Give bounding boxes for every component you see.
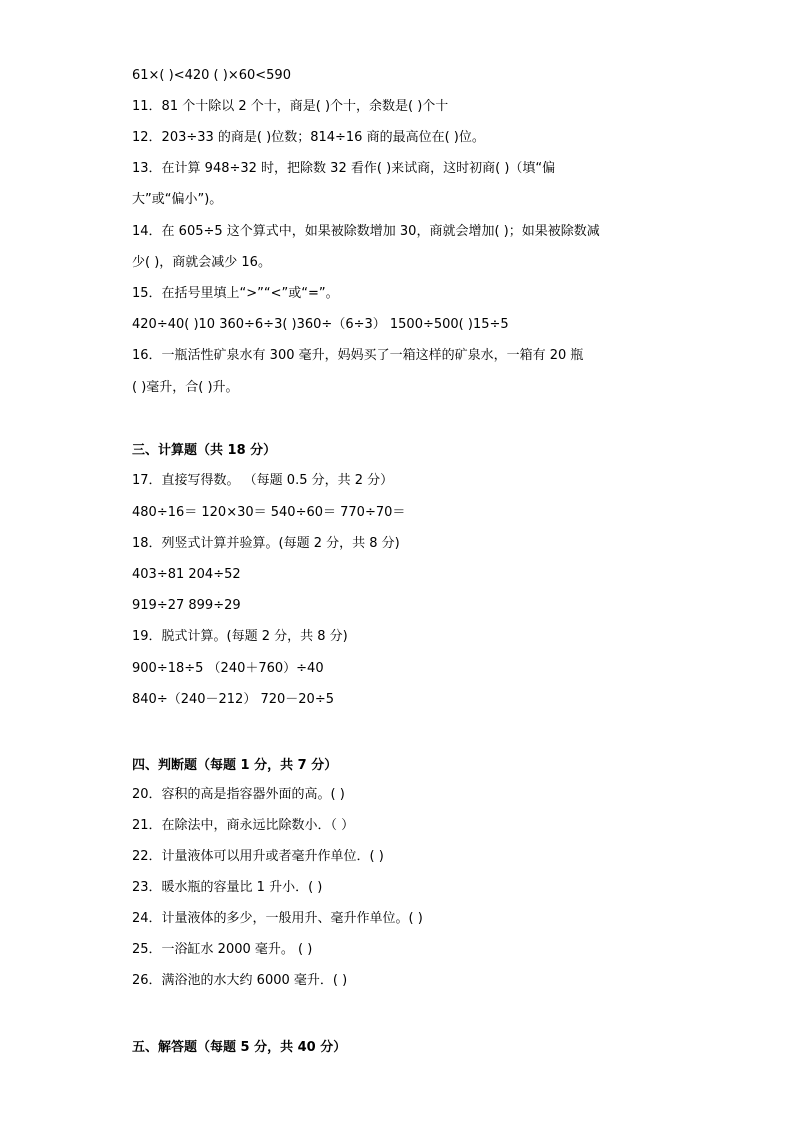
question-24: 24．计量液体的多少，一般用升、毫升作单位。( ) xyxy=(132,911,423,926)
question-19-row-1: 900÷18÷5 （240＋760）÷40 xyxy=(132,661,324,676)
question-19: 19．脱式计算。(每题 2 分，共 8 分) xyxy=(132,629,348,644)
question-13-continued: 大”或“偏小”)。 xyxy=(132,192,223,207)
question-26: 26．满浴池的水大约 6000 毫升．( ) xyxy=(132,973,348,988)
question-18: 18．列竖式计算并验算。(每题 2 分，共 8 分) xyxy=(132,536,400,551)
question-11: 11．81 个十除以 2 个十，商是( )个十，余数是( )个十 xyxy=(132,99,449,114)
question-23: 23．暖水瓶的容量比 1 升小．( ) xyxy=(132,880,323,895)
question-22: 22．计量液体可以用升或者毫升作单位．( ) xyxy=(132,849,384,864)
question-15: 15．在括号里填上“>”“<”或“=”。 xyxy=(132,286,339,301)
question-15-items: 420÷40( )10 360÷6÷3( )360÷（6÷3） 1500÷500( )15÷5 xyxy=(132,317,509,332)
question-12: 12．203÷33 的商是( )位数；814÷16 商的最高位在( )位。 xyxy=(132,130,485,145)
fill-line-inequality: 61×( )<420 ( )×60<590 xyxy=(132,68,291,83)
question-13: 13．在计算 948÷32 时，把除数 32 看作( )来试商，这时初商( )（填“偏 xyxy=(132,161,556,176)
question-16: 16．一瓶活性矿泉水有 300 毫升，妈妈买了一箱这样的矿泉水，一箱有 20 瓶 xyxy=(132,348,584,363)
question-20: 20．容积的高是指容器外面的高。( ) xyxy=(132,787,345,802)
question-21: 21．在除法中，商永远比除数小．（ ） xyxy=(132,818,355,833)
question-16-continued: ( )毫升，合( )升。 xyxy=(132,380,239,395)
section-4-heading: 四、判断题（每题 1 分，共 7 分） xyxy=(132,758,338,773)
section-3-heading: 三、计算题（共 18 分） xyxy=(132,443,277,458)
question-17-items: 480÷16＝ 120×30＝ 540÷60＝ 770÷70＝ xyxy=(132,505,406,520)
question-17: 17．直接写得数。 （每题 0.5 分，共 2 分） xyxy=(132,473,394,488)
question-14-continued: 少( )，商就会减少 16。 xyxy=(132,255,271,270)
question-18-row-2: 919÷27 899÷29 xyxy=(132,598,241,613)
question-25: 25．一浴缸水 2000 毫升。 ( ) xyxy=(132,942,313,957)
question-19-row-2: 840÷（240－212） 720－20÷5 xyxy=(132,692,334,707)
section-5-heading: 五、解答题（每题 5 分，共 40 分） xyxy=(132,1040,347,1055)
question-18-row-1: 403÷81 204÷52 xyxy=(132,567,241,582)
question-14: 14．在 605÷5 这个算式中，如果被除数增加 30，商就会增加( )；如果被除数减 xyxy=(132,224,600,239)
